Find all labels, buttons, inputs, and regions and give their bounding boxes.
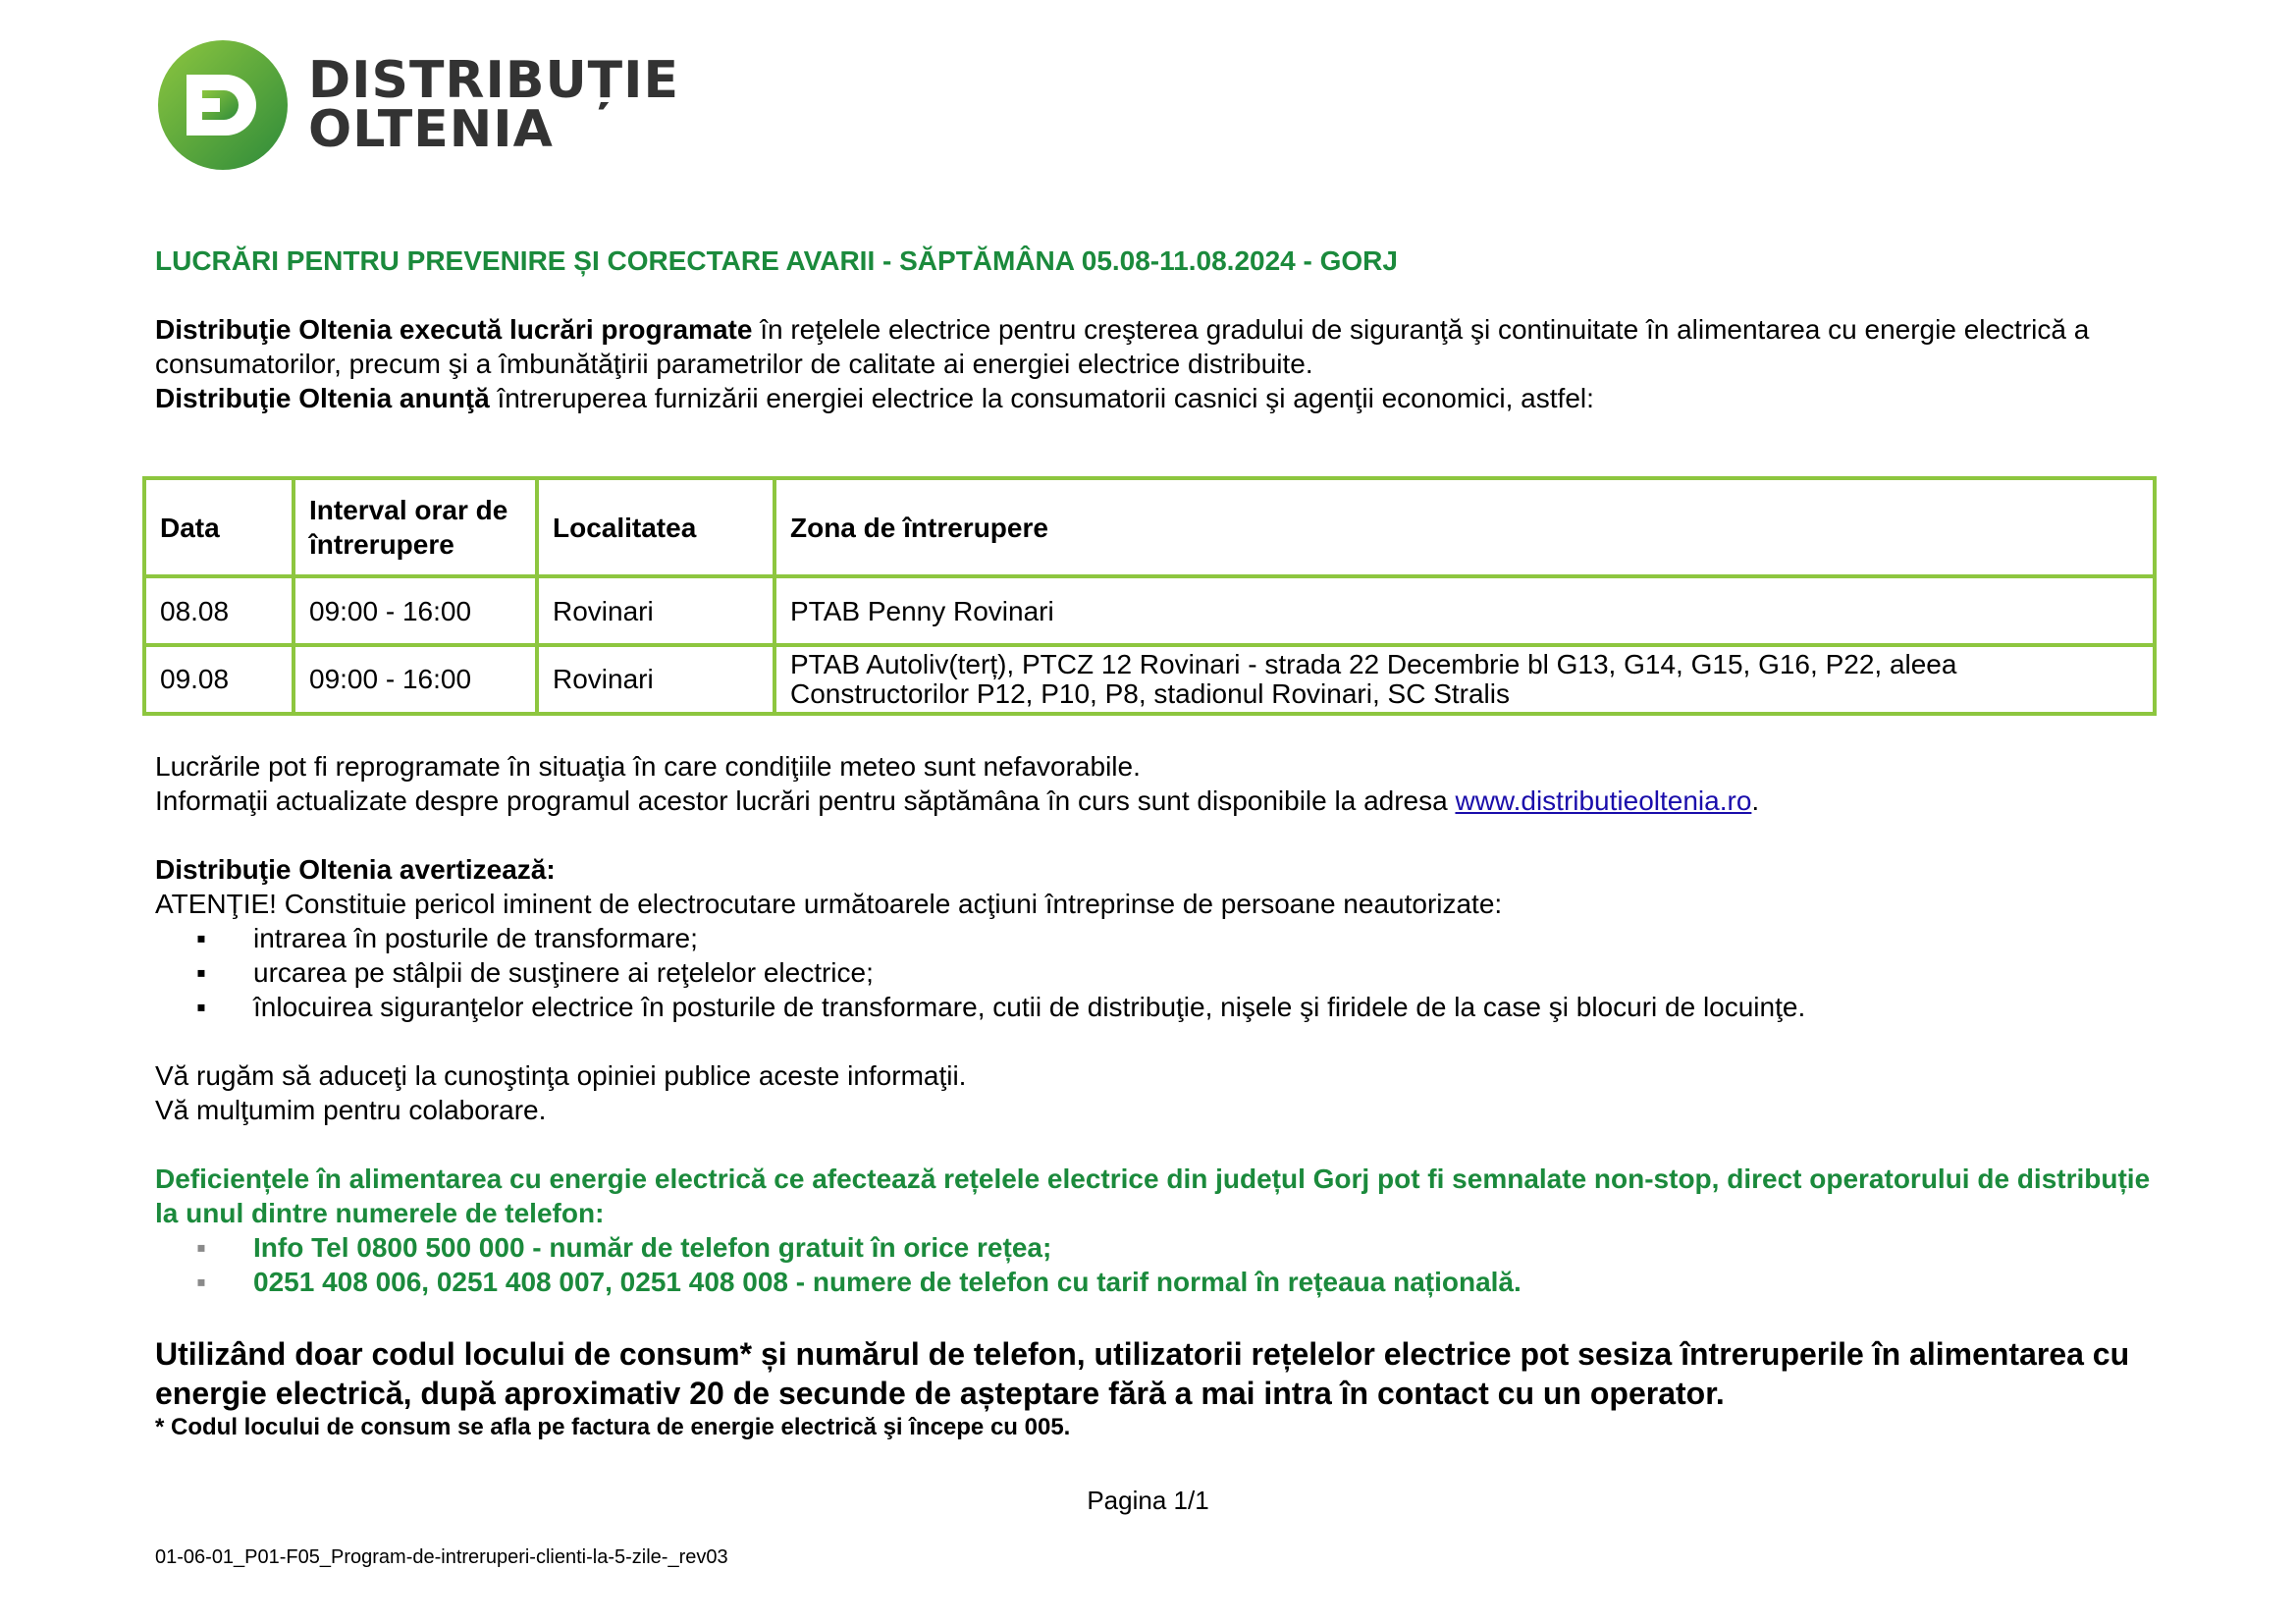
header-data: Data [144,478,294,576]
cell-zone: PTAB Penny Rovinari [774,576,2155,645]
square-bullet-icon: ▪ [196,957,206,988]
table-row [144,645,2155,714]
warning-intro: ATENŢIE! Constituie pericol iminent de electrocutare următoarele acţiuni întreprinse de persoane neautorizate: [155,889,1503,919]
closing-line-2: Vă mulţumim pentru colaborare. [155,1095,547,1125]
document-title: LUCRĂRI PENTRU PREVENIRE ȘI CORECTARE AVARII - SĂPTĂMÂNA 05.08-11.08.2024 - GORJ [155,245,1398,276]
cell-locality: Rovinari [537,645,774,714]
cell-zone: PTAB Autoliv(terț), PTCZ 12 Rovinari - strada 22 Decembrie bl G13, G14, G15, G16, P22, aleea Constructorilor P12, P10, P8, stadionul Rovinari, SC Stralis [774,645,2155,714]
intro-2-bold: Distribuţie Oltenia anunţă [155,383,490,413]
footer-code: 01-06-01_P01-F05_Program-de-intreruperi-clienti-la-5-zile-_rev03 [155,1546,728,1568]
list-item [155,990,2160,1024]
square-bullet-icon: ▪ [196,1232,206,1263]
company-logo [155,37,679,173]
info-text: Informaţii actualizate despre programul acestor lucrări pentru săptămâna în curs sunt disponibile la adresa [155,785,1456,816]
list-item-text: intrarea în posturile de transformare; [253,923,698,953]
logo-line-1: DISTRIBUȚIE [308,51,680,110]
intro-1-bold: Distribuţie Oltenia execută lucrări programate [155,314,753,345]
warning-list [155,921,2160,1024]
consum-text: Utilizând doar codul locului de consum* și numărul de telefon, utilizatorii rețelelor electrice pot sesiza întreruperile în alimentarea cu energie electrică, după aproximativ 20 de secunde de așteptare fără a mai intra în contact cu un operator. [155,1336,2130,1411]
contact-list [155,1230,2160,1299]
outage-table [142,476,2157,716]
intro-paragraph-1 [155,312,2160,381]
list-item-text: înlocuirea siguranţelor electrice în posturile de transformare, cutii de distribuţie, nişele şi firidele de la case şi blocuri de locuinţe. [253,992,1806,1022]
cell-date: 08.08 [144,576,294,645]
logo-line-2: OLTENIA [308,100,554,159]
header-interval: Interval orar de întrerupere [294,478,537,576]
warning-heading-text: Distribuţie Oltenia avertizează: [155,854,556,885]
warning-heading [155,852,2160,887]
header-zona: Zona de întrerupere [774,478,2155,576]
closing-line-1: Vă rugăm să aduceţi la cunoştinţa opiniei publice aceste informaţii. [155,1060,967,1091]
table-header-row [144,478,2155,576]
cell-locality: Rovinari [537,576,774,645]
logo-wordmark [308,51,680,159]
cell-interval: 09:00 - 16:00 [294,576,537,645]
phone-item-text: 0251 408 006, 0251 408 007, 0251 408 008 - numere de telefon cu tarif normal în rețeaua națională. [253,1267,1522,1297]
table-row [144,576,2155,645]
reschedule-note: Lucrările pot fi reprogramate în situaţia în care condiţiile meteo sunt nefavorabile. [155,751,1141,782]
cell-date: 09.08 [144,645,294,714]
consum-note: * Codul locului de consum se afla pe factura de energie electrică şi începe cu 005. [155,1414,1071,1440]
list-item [155,1230,2160,1265]
document-body [155,244,2160,1442]
square-bullet-icon: ▪ [196,992,206,1022]
intro-paragraph-2 [155,381,2160,415]
list-item [155,955,2160,990]
header-localitate: Localitatea [537,478,774,576]
page-number: Pagina 1/1 [1087,1486,1209,1515]
list-item-text: urcarea pe stâlpii de susţinere ai reţelelor electrice; [253,957,874,988]
list-item [155,1265,2160,1299]
intro-2-text: întreruperea furnizării energiei electrice la consumatorii casnici şi agenţii economici, astfel: [489,383,1594,413]
list-item [155,921,2160,955]
website-link[interactable]: www.distributieoltenia.ro [1455,785,1752,816]
info-line [155,784,2160,818]
intro-1-text: în reţelele electrice pentru creşterea gradului de siguranţă şi continuitate în alimentarea cu energie electrică a consumatorilor, precum şi a îmbunătăţirii parametrilor de calitate ai energiei electrice distribuite. [155,314,2090,379]
info-end: . [1751,785,1760,816]
distributie-oltenia-logo-icon [155,37,291,173]
phone-item-text: Info Tel 0800 500 000 - număr de telefon gratuit în orice rețea; [253,1232,1052,1263]
square-bullet-icon: ▪ [196,1267,206,1297]
cell-interval: 09:00 - 16:00 [294,645,537,714]
square-bullet-icon: ▪ [196,923,206,953]
contact-text: Deficiențele în alimentarea cu energie electrică ce afectează rețelele electrice din județul Gorj pot fi semnalate non-stop, direct operatorului de distribuție la unul dintre numerele de telefon: [155,1164,2151,1228]
